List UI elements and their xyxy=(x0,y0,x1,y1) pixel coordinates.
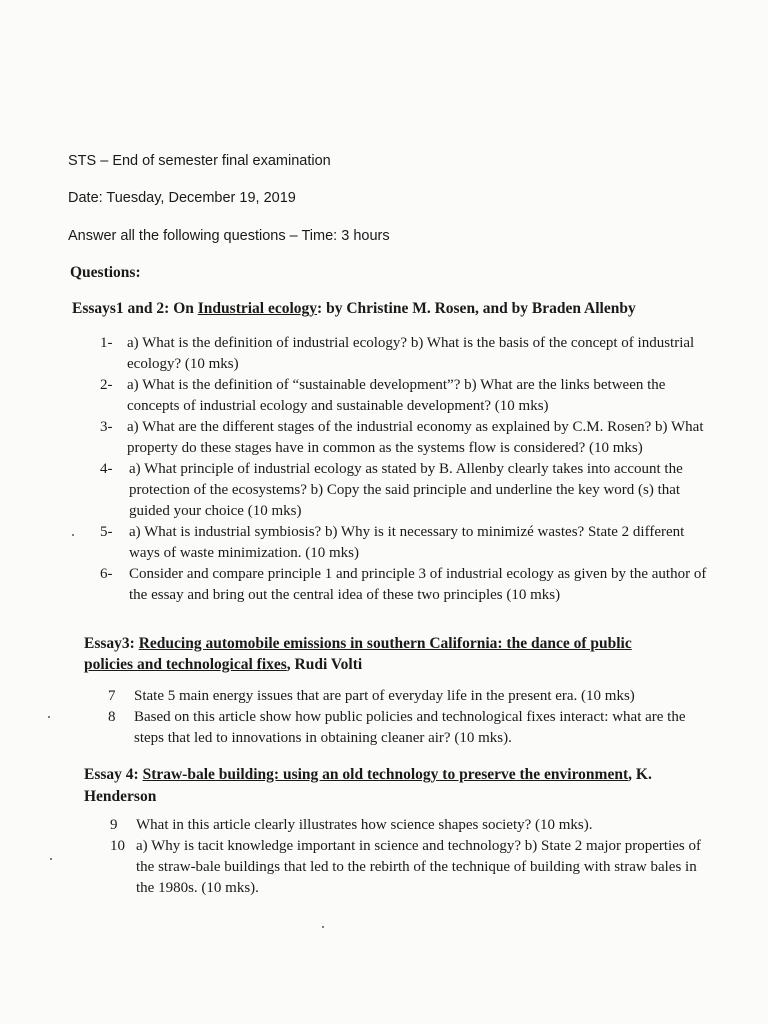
question-text: a) What is the definition of “sustainable development”? b) What are the links between the concepts of industrial ecology and sustainable development? (10 mks) xyxy=(127,377,666,414)
question-number: 7 xyxy=(108,688,116,704)
question-number: 6- xyxy=(100,566,113,582)
essay4-suffix: , K. Henderson xyxy=(84,766,652,805)
question-number: 1- xyxy=(100,335,113,351)
question-number: 3- xyxy=(100,419,113,435)
essay4-topic: Straw-bale building: using an old technology to preserve the environment xyxy=(142,766,629,783)
scan-speck xyxy=(322,926,324,928)
essay4-prefix: Essay 4: xyxy=(84,766,143,783)
question-1 xyxy=(100,333,715,375)
question-text: What in this article clearly illustrates how science shapes society? (10 mks). xyxy=(136,817,593,833)
question-number: 5- xyxy=(100,524,113,540)
question-number: 2- xyxy=(100,377,113,393)
scan-speck xyxy=(72,534,74,536)
scan-speck xyxy=(50,858,52,860)
essay4-question-list xyxy=(110,815,710,899)
question-text: a) What are the different stages of the industrial economy as explained by C.M. Rosen? b) What property do these stages have in common as the systems flow is considered? (10 mks) xyxy=(127,419,704,456)
essay12-heading xyxy=(72,300,712,318)
question-text: a) What principle of industrial ecology as stated by B. Allenby clearly takes into account the protection of the ecosystems? b) Copy the said principle and underline the key word (s) that guided your choice (10 mks) xyxy=(129,461,683,519)
essay3-prefix: Essay3: xyxy=(84,635,139,652)
question-number: 9 xyxy=(110,817,118,833)
essay3-suffix: , Rudi Volti xyxy=(286,656,363,673)
question-4 xyxy=(100,459,715,522)
question-number: 8 xyxy=(108,709,116,725)
question-10 xyxy=(110,836,710,899)
exam-title: STS – End of semester final examination xyxy=(68,153,331,169)
scan-speck xyxy=(48,716,50,718)
question-text: Based on this article show how public policies and technological fixes interact: what are the steps that led to innovations in obtaining cleaner air? (10 mks). xyxy=(134,709,686,746)
essay12-suffix: : by Christine M. Rosen, and by Braden Allenby xyxy=(317,300,636,317)
question-number: 10 xyxy=(110,838,125,854)
exam-date: Date: Tuesday, December 19, 2019 xyxy=(68,190,296,206)
essay3-question-list xyxy=(108,686,708,749)
essay3-topic: Reducing automobile emissions in southern California: the dance of public policies and technological fixes xyxy=(84,635,632,673)
essay4-heading xyxy=(84,764,709,808)
question-text: State 5 main energy issues that are part of everyday life in the present era. (10 mks) xyxy=(134,688,635,704)
question-text: a) What is the definition of industrial ecology? b) What is the basis of the concept of industrial ecology? (10 mks) xyxy=(127,335,695,372)
question-number: 4- xyxy=(100,461,113,477)
essay12-question-list xyxy=(100,333,715,606)
essay12-prefix: Essays1 and 2: On xyxy=(72,300,198,317)
question-9 xyxy=(110,815,710,836)
question-3 xyxy=(100,417,715,459)
question-text: a) What is industrial symbiosis? b) Why is it necessary to minimizé wastes? State 2 different ways of waste minimization. (10 mks) xyxy=(129,524,685,561)
question-5 xyxy=(100,522,715,564)
question-2 xyxy=(100,375,715,417)
essay12-topic: Industrial ecology xyxy=(197,300,318,317)
questions-label: Questions: xyxy=(70,264,141,281)
question-text: Consider and compare principle 1 and principle 3 of industrial ecology as given by the author of the essay and bring out the central idea of these two principles (10 mks) xyxy=(129,566,707,603)
question-7 xyxy=(108,686,708,707)
question-6 xyxy=(100,564,715,606)
essay3-heading xyxy=(84,633,684,675)
exam-instructions: Answer all the following questions – Time: 3 hours xyxy=(68,228,390,244)
question-text: a) Why is tacit knowledge important in science and technology? b) State 2 major properties of the straw-bale buildings that led to the rebirth of the technique of building with straw bales in the 1980s. (10 mks). xyxy=(136,838,701,896)
question-8 xyxy=(108,707,708,749)
